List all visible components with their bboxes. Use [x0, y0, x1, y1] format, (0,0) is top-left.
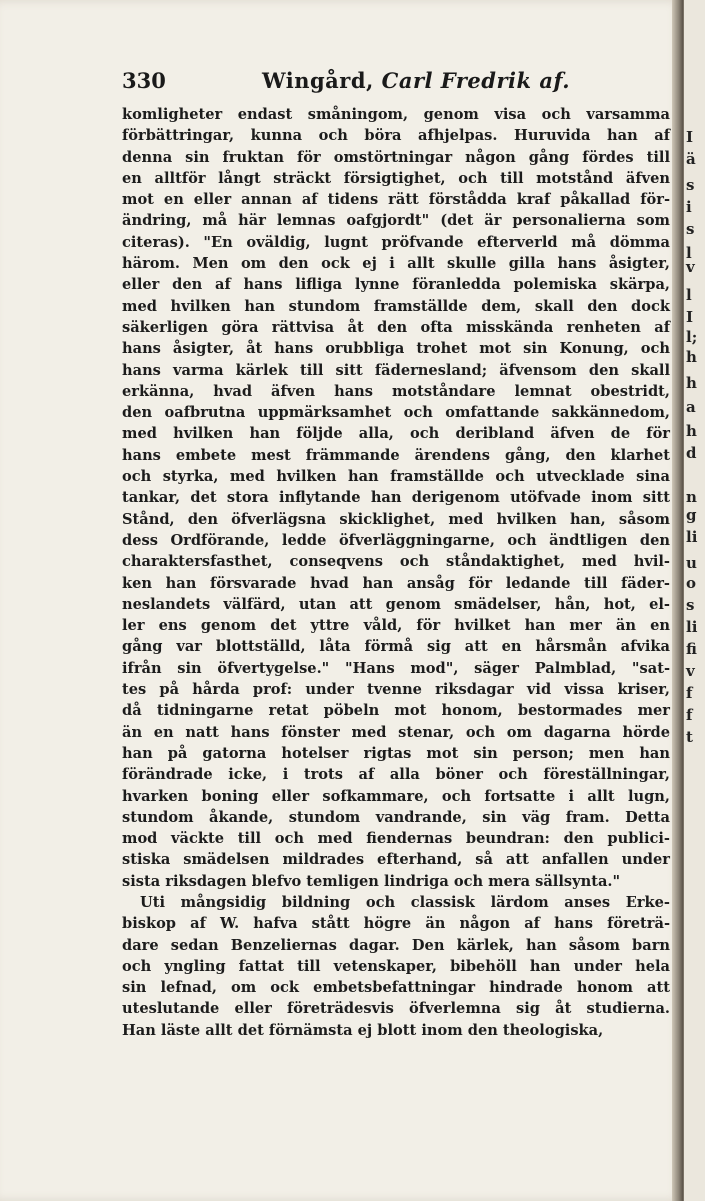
text-line: den oafbrutna uppmärksamhet och omfattande sakkännedom,: [122, 404, 670, 422]
facing-page-letter: l;: [686, 328, 698, 346]
text-line: ändring, må här lemnas oafgjordt" (det är personalierna som: [122, 212, 670, 230]
text-line: förbättringar, kunna och böra afhjelpas. Huruvida han af: [122, 127, 670, 145]
facing-page-letter: a: [686, 398, 696, 416]
facing-page-letter: s: [686, 220, 695, 238]
text-line: tes på hårda prof: under tvenne riksdagar vid vissa kriser,: [122, 681, 670, 699]
facing-page-letter: d: [686, 444, 697, 462]
facing-page-letter: t: [686, 728, 693, 746]
text-line: än en natt hans fönster med stenar, och om dagarna hörde: [122, 723, 670, 741]
running-head-subject: Carl Fredrik af.: [381, 68, 571, 93]
facing-page-letter: I: [686, 128, 694, 146]
facing-page-letter: l: [686, 286, 692, 304]
text-line: och yngling fattat till vetenskaper, bibehöll han under hela: [122, 957, 670, 975]
text-line: citeras). "En oväldig, lugnt pröfvande efterverld må dömma: [122, 233, 670, 251]
text-line: Han läste allt det förnämsta ej blott inom den theologiska,: [122, 1021, 604, 1039]
facing-page-letter: l: [686, 244, 692, 262]
facing-page-letter: f: [686, 684, 693, 702]
facing-page-letter: v: [686, 662, 695, 680]
text-line: eller den af hans lifliga lynne föranledda polemiska skärpa,: [122, 276, 670, 294]
text-line: mod väckte till och med fiendernas beundran: den publici-: [122, 830, 670, 848]
text-line: hans varma kärlek till sitt fädernesland; äfvensom den skall: [122, 361, 670, 379]
text-line: härom. Men om den ock ej i allt skulle gilla hans åsigter,: [122, 255, 670, 273]
text-line: sin lefnad, om ock embetsbefattningar hindrade honom att: [122, 979, 670, 997]
text-line: hans åsigter, åt hans orubbliga trohet mot sin Konung, och: [122, 340, 670, 358]
text-line: dare sedan Benzeliernas dagar. Den kärlek, han såsom barn: [122, 936, 670, 954]
text-line: Stånd, den öfverlägsna skicklighet, med hvilken han, såsom: [122, 510, 670, 528]
text-line: hvarken boning eller sofkammare, och fortsatte i allt lugn,: [122, 787, 670, 805]
facing-page-letter: ä: [686, 150, 696, 168]
facing-page-letter: i: [686, 198, 692, 216]
facing-page-letter: s: [686, 176, 695, 194]
text-line: ifrån sin öfvertygelse." "Hans mod", säger Palmblad, "sat-: [122, 659, 670, 677]
text-line: tankar, det stora inflytande han derigenom utöfvade inom sitt: [122, 489, 670, 507]
text-line: stiska smädelsen mildrades efterhand, så att anfallen under: [122, 851, 670, 869]
text-line: biskop af W. hafva stått högre än någon af hans företrä-: [122, 915, 670, 933]
text-line: charaktersfasthet, conseqvens och ståndaktighet, med hvil-: [122, 553, 670, 571]
page-number: 330: [122, 68, 166, 93]
facing-page-letter: u: [686, 554, 697, 572]
facing-page-edge: [683, 0, 705, 1201]
facing-page-letter: n: [686, 488, 697, 506]
facing-page-letter: I: [686, 308, 694, 326]
facing-page-letter: o: [686, 574, 697, 592]
text-line: uteslutande eller företrädesvis öfverlemna sig åt studierna.: [122, 1000, 670, 1018]
running-head-name: Wingård,: [262, 68, 374, 93]
facing-page-letter: h: [686, 422, 697, 440]
text-line: denna sin fruktan för omstörtningar någon gång fördes till: [122, 148, 670, 166]
facing-page-letter: fi: [686, 640, 697, 658]
text-line: erkänna, hvad äfven hans motståndare lemnat obestridt,: [122, 382, 670, 400]
facing-page-letter: li: [686, 618, 698, 636]
text-line: neslandets välfärd, utan att genom smädelser, hån, hot, el-: [122, 595, 670, 613]
facing-page-letter: h: [686, 374, 697, 392]
body-text: [122, 104, 670, 1041]
text-line: ler ens genom det yttre våld, för hvilket han mer än en: [122, 617, 670, 635]
text-line: med hvilken han stundom framställde dem, skall den dock: [122, 297, 670, 315]
facing-page-letter: f: [686, 706, 693, 724]
facing-page-letter: h: [686, 348, 697, 366]
text-line: och styrka, med hvilken han framställde och utvecklade sina: [122, 468, 670, 486]
text-line: gång var blottställd, låta förmå sig att en hårsmån afvika: [122, 638, 670, 656]
facing-page-letter: g: [686, 506, 697, 524]
book-gutter: [672, 0, 683, 1201]
text-line: mot en eller annan af tidens rätt förstådda kraf påkallad för-: [122, 191, 670, 209]
text-line: komligheter endast småningom, genom visa och varsamma: [122, 106, 670, 123]
facing-page-letter: v: [686, 258, 695, 276]
text-line: då tidningarne retat pöbeln mot honom, bestormades mer: [122, 702, 670, 720]
page-header: [122, 68, 667, 96]
text-line: dess Ordförande, ledde öfverläggningarne, och ändtligen den: [122, 531, 670, 549]
text-line: hans embete mest främmande ärendens gång, den klarhet: [122, 446, 670, 464]
text-line: sista riksdagen blefvo temligen lindriga och mera sällsynta.": [122, 872, 621, 890]
text-line: med hvilken han följde alla, och deribland äfven de för: [122, 425, 670, 443]
facing-page-letter: s: [686, 596, 695, 614]
text-line: han på gatorna hotelser rigtas mot sin person; men han: [122, 744, 670, 762]
facing-page-letter: li: [686, 528, 698, 546]
text-line: förändrade icke, i trots af alla böner och föreställningar,: [122, 766, 670, 784]
text-line: stundom åkande, stundom vandrande, sin väg fram. Detta: [122, 808, 670, 826]
text-line: en alltför långt sträckt försigtighet, och till motstånd äfven: [122, 169, 670, 187]
text-line: Uti mångsidig bildning och classisk lärdom anses Erke-: [140, 893, 670, 911]
text-line: säkerligen göra rättvisa åt den ofta misskända renheten af: [122, 318, 670, 336]
text-line: ken han försvarade hvad han ansåg för ledande till fäder-: [122, 574, 670, 592]
running-head: [262, 68, 570, 93]
